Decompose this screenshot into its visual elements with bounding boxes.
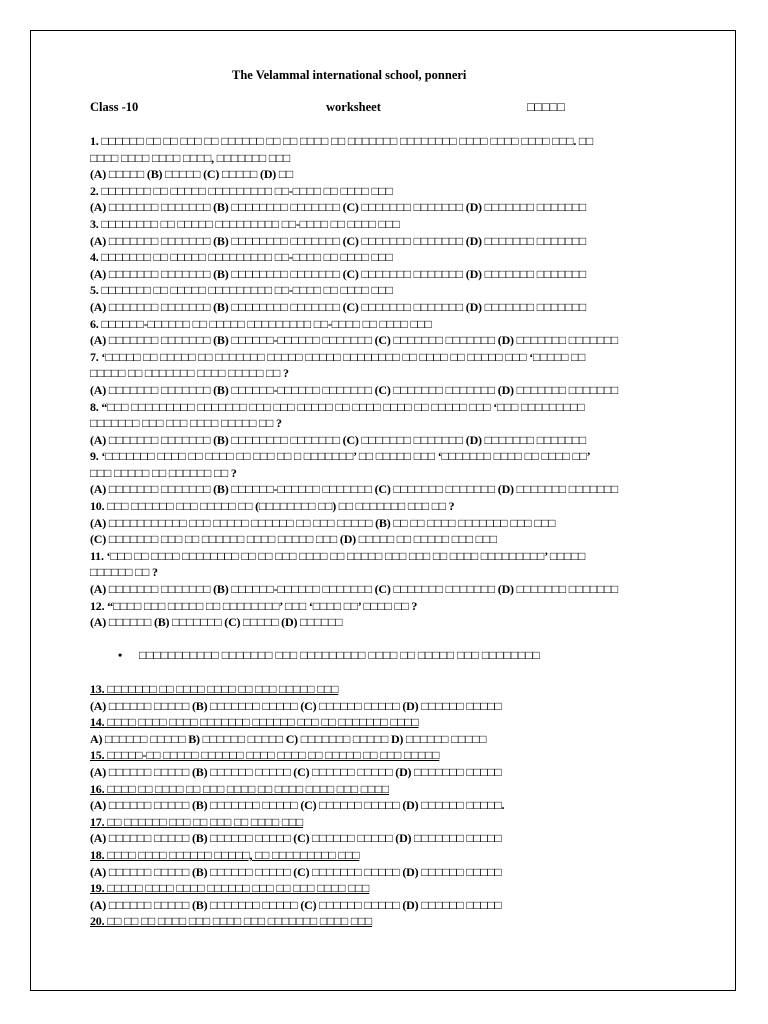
line-text: 13. □□□□□□□ □□ □□□□ □□□□ □□ □□□ □□□□□ □□□: [90, 682, 339, 696]
question-block-1: [90, 133, 690, 631]
question-line: 7. ‘□□□□□ □□ □□□□□ □□ □□□□□□□ □□□□□ □□□□□ □□□□□□□□ □□ □□□□ □□ □□□□□ □□□ ‘□□□□□ □□: [90, 349, 586, 364]
question-line: 12. “□□□□ □□□ □□□□□ □□ □□□□□□□□’ □□□ ‘□□□□ □□’ □□□□ □□ ?: [90, 598, 418, 613]
question-line: □□□ □□□□□ □□ □□□□□□ □□ ?: [90, 465, 237, 480]
question-stem: [90, 781, 690, 798]
line-text: (A) □□□□□□ □□□□□ (B) □□□□□□ □□□□□ (C) □□□□□□ □□□□□ (D) □□□□□□□ □□□□□: [90, 831, 502, 846]
line-text: (A) □□□□□□ □□□□□ (B) □□□□□□□ □□□□□ (C) □□□□□□ □□□□□ (D) □□□□□□ □□□□□: [90, 698, 502, 713]
question-line: 1. □□□□□□ □□ □□ □□□ □□ □□□□□□ □□ □□ □□□□ □□ □□□□□□□ □□□□□□□□ □□□□ □□□□ □□□□ □□□. □□: [90, 134, 594, 148]
question-line: □□□□ □□□□ □□□□ □□□□, □□□□□□□ □□□: [90, 150, 291, 165]
line-text: 18. □□□□ □□□□ □□□□□□ □□□□□, □□ □□□□□□□□□ □□□: [90, 847, 360, 862]
question-line: (A) □□□□□□□ □□□□□□□ (B) □□□□□□□□ □□□□□□□ (C) □□□□□□□ □□□□□□□ (D) □□□□□□□ □□□□□□□: [90, 266, 587, 281]
line-text: A) □□□□□□ □□□□□ B) □□□□□□ □□□□□ C) □□□□□□□ □□□□□ D) □□□□□□ □□□□□: [90, 731, 487, 746]
question-stem: [90, 913, 690, 930]
answer-options: [90, 864, 690, 881]
worksheet-label: worksheet: [326, 100, 381, 114]
subject-label: □□□□□: [527, 100, 565, 114]
question-line: 6. □□□□□□-□□□□□□ □□ □□□□□ □□□□□□□□□ □□-□□□□ □□ □□□□ □□□: [90, 316, 432, 331]
question-block-2: [90, 681, 690, 930]
line-text: (A) □□□□□□ □□□□□ (B) □□□□□□ □□□□□ (C) □□□□□□ □□□□□ (D) □□□□□□□ □□□□□: [90, 764, 502, 779]
line-text: (A) □□□□□□ □□□□□ (B) □□□□□□ □□□□□ (C) □□□□□□□ □□□□□ (D) □□□□□□ □□□□□: [90, 864, 502, 879]
answer-options: [90, 731, 690, 748]
answer-options: [90, 764, 690, 781]
question-stem: [90, 814, 690, 831]
line-text: (A) □□□□□□ □□□□□ (B) □□□□□□□ □□□□□ (C) □□□□□□ □□□□□ (D) □□□□□□ □□□□□.: [90, 798, 505, 813]
question-line: (A) □□□□□□ (B) □□□□□□□ (C) □□□□□ (D) □□□□□□: [90, 615, 343, 630]
answer-options: [90, 797, 690, 814]
question-line: (A) □□□□□□□ □□□□□□□ (B) □□□□□□□□ □□□□□□□ (C) □□□□□□□ □□□□□□□ (D) □□□□□□□ □□□□□□□: [90, 200, 587, 215]
question-line: (A) □□□□□ (B) □□□□□ (C) □□□□□ (D) □□: [90, 167, 293, 182]
instruction-bullet: [118, 648, 540, 663]
question-line: (A) □□□□□□□ □□□□□□□ (B) □□□□□□□□ □□□□□□□ (C) □□□□□□□ □□□□□□□ (D) □□□□□□□ □□□□□□□: [90, 233, 587, 248]
question-line: (A) □□□□□□□ □□□□□□□ (B) □□□□□□□□ □□□□□□□ (C) □□□□□□□ □□□□□□□ (D) □□□□□□□ □□□□□□□: [90, 432, 587, 447]
question-line: (A) □□□□□□□ □□□□□□□ (B) □□□□□□□□ □□□□□□□ (C) □□□□□□□ □□□□□□□ (D) □□□□□□□ □□□□□□□: [90, 299, 587, 314]
line-text: 16. □□□□ □□ □□□□ □□ □□□ □□□□ □□ □□□□ □□□□ □□□ □□□□: [90, 781, 389, 796]
question-line: □□□□□□□ □□□ □□□ □□□□ □□□□□ □□ ?: [90, 416, 282, 431]
question-line: (C) □□□□□□□ □□□ □□ □□□□□□ □□□□ □□□□□ □□□ (D) □□□□□ □□ □□□□□ □□□ □□□: [90, 532, 497, 547]
answer-options: [90, 897, 690, 914]
question-line: (A) □□□□□□□ □□□□□□□ (B) □□□□□□-□□□□□□ □□□□□□□ (C) □□□□□□□ □□□□□□□ (D) □□□□□□□ □□□□□□□: [90, 482, 619, 497]
line-text: (A) □□□□□□ □□□□□ (B) □□□□□□□ □□□□□ (C) □□□□□□ □□□□□ (D) □□□□□□ □□□□□: [90, 897, 502, 912]
line-text: 20. □□ □□ □□ □□□□ □□□ □□□□ □□□ □□□□□□□ □□□□ □□□: [90, 914, 373, 929]
school-title: The Velammal international school, ponneri: [232, 68, 467, 82]
question-line: 11. ‘□□□ □□ □□□□ □□□□□□□□ □□ □□ □□□ □□□□ □□ □□□□□ □□□ □□□ □□ □□□□ □□□□□□□□□’ □□□□□: [90, 548, 586, 563]
question-line: 4. □□□□□□□ □□ □□□□□ □□□□□□□□□ □□-□□□□ □□ □□□□ □□□: [90, 250, 393, 265]
question-line: (A) □□□□□□□ □□□□□□□ (B) □□□□□□-□□□□□□ □□□□□□□ (C) □□□□□□□ □□□□□□□ (D) □□□□□□□ □□□□□□□: [90, 333, 619, 348]
question-stem: [90, 747, 690, 764]
question-stem: [90, 880, 690, 897]
question-line: 8. “□□□ □□□□□□□□□ □□□□□□□ □□□ □□□ □□□□□ □□ □□□□ □□□□ □□ □□□□□ □□□ ‘□□□ □□□□□□□□□: [90, 399, 585, 414]
question-line: 10. □□□ □□□□□□ □□□ □□□□□ □□ (□□□□□□□□ □□) □□ □□□□□□□ □□□ □□ ?: [90, 499, 455, 514]
question-stem: [90, 714, 690, 731]
question-stem: [90, 681, 690, 698]
class-label: Class -10: [90, 100, 139, 114]
instruction-text: □□□□□□□□□□□ □□□□□□□ □□□ □□□□□□□□□ □□□□ □□ □□□□□ □□□ □□□□□□□□: [139, 648, 540, 662]
question-line: (A) □□□□□□□□□□□ □□□ □□□□□ □□□□□□ □□ □□□ □□□□□ (B) □□ □□ □□□□ □□□□□□□ □□□ □□□: [90, 515, 556, 530]
line-text: 19. □□□□□ □□□□ □□□□ □□□□□□ □□□ □□ □□□ □□□□ □□□: [90, 881, 370, 896]
line-text: 14. □□□□ □□□□ □□□□ □□□□□□□ □□□□□□ □□□ □□ □□□□□□□ □□□□: [90, 715, 419, 730]
question-line: (A) □□□□□□□ □□□□□□□ (B) □□□□□□-□□□□□□ □□□□□□□ (C) □□□□□□□ □□□□□□□ (D) □□□□□□□ □□□□□□□: [90, 382, 619, 397]
question-stem: [90, 847, 690, 864]
answer-options: [90, 698, 690, 715]
answer-options: [90, 830, 690, 847]
bullet-icon: •: [118, 648, 123, 662]
question-line: 5. □□□□□□□ □□ □□□□□ □□□□□□□□□ □□-□□□□ □□ □□□□ □□□: [90, 283, 393, 298]
question-line: (A) □□□□□□□ □□□□□□□ (B) □□□□□□-□□□□□□ □□□□□□□ (C) □□□□□□□ □□□□□□□ (D) □□□□□□□ □□□□□□□: [90, 582, 619, 597]
line-text: 17. □□ □□□□□□ □□□ □□ □□□ □□ □□□□ □□□: [90, 814, 304, 829]
question-line: 3. □□□□□□□□ □□ □□□□□ □□□□□□□□□ □□-□□□□ □□ □□□□ □□□: [90, 216, 400, 231]
line-text: 15. □□□□□-□□ □□□□□ □□□□□□ □□□□ □□□□ □□ □□□□□ □□ □□□ □□□□□: [90, 748, 440, 763]
question-line: 2. □□□□□□□ □□ □□□□□ □□□□□□□□□ □□-□□□□ □□ □□□□ □□□: [90, 183, 393, 198]
question-line: □□□□□□ □□ ?: [90, 565, 158, 580]
question-line: □□□□□ □□ □□□□□□□ □□□□ □□□□□ □□ ?: [90, 366, 289, 381]
question-line: 9. ‘□□□□□□□ □□□□ □□ □□□□ □□ □□□ □□ □ □□□□□□□’ □□ □□□□□ □□□ ‘□□□□□□□ □□□□ □□ □□□□ □□’: [90, 449, 591, 464]
